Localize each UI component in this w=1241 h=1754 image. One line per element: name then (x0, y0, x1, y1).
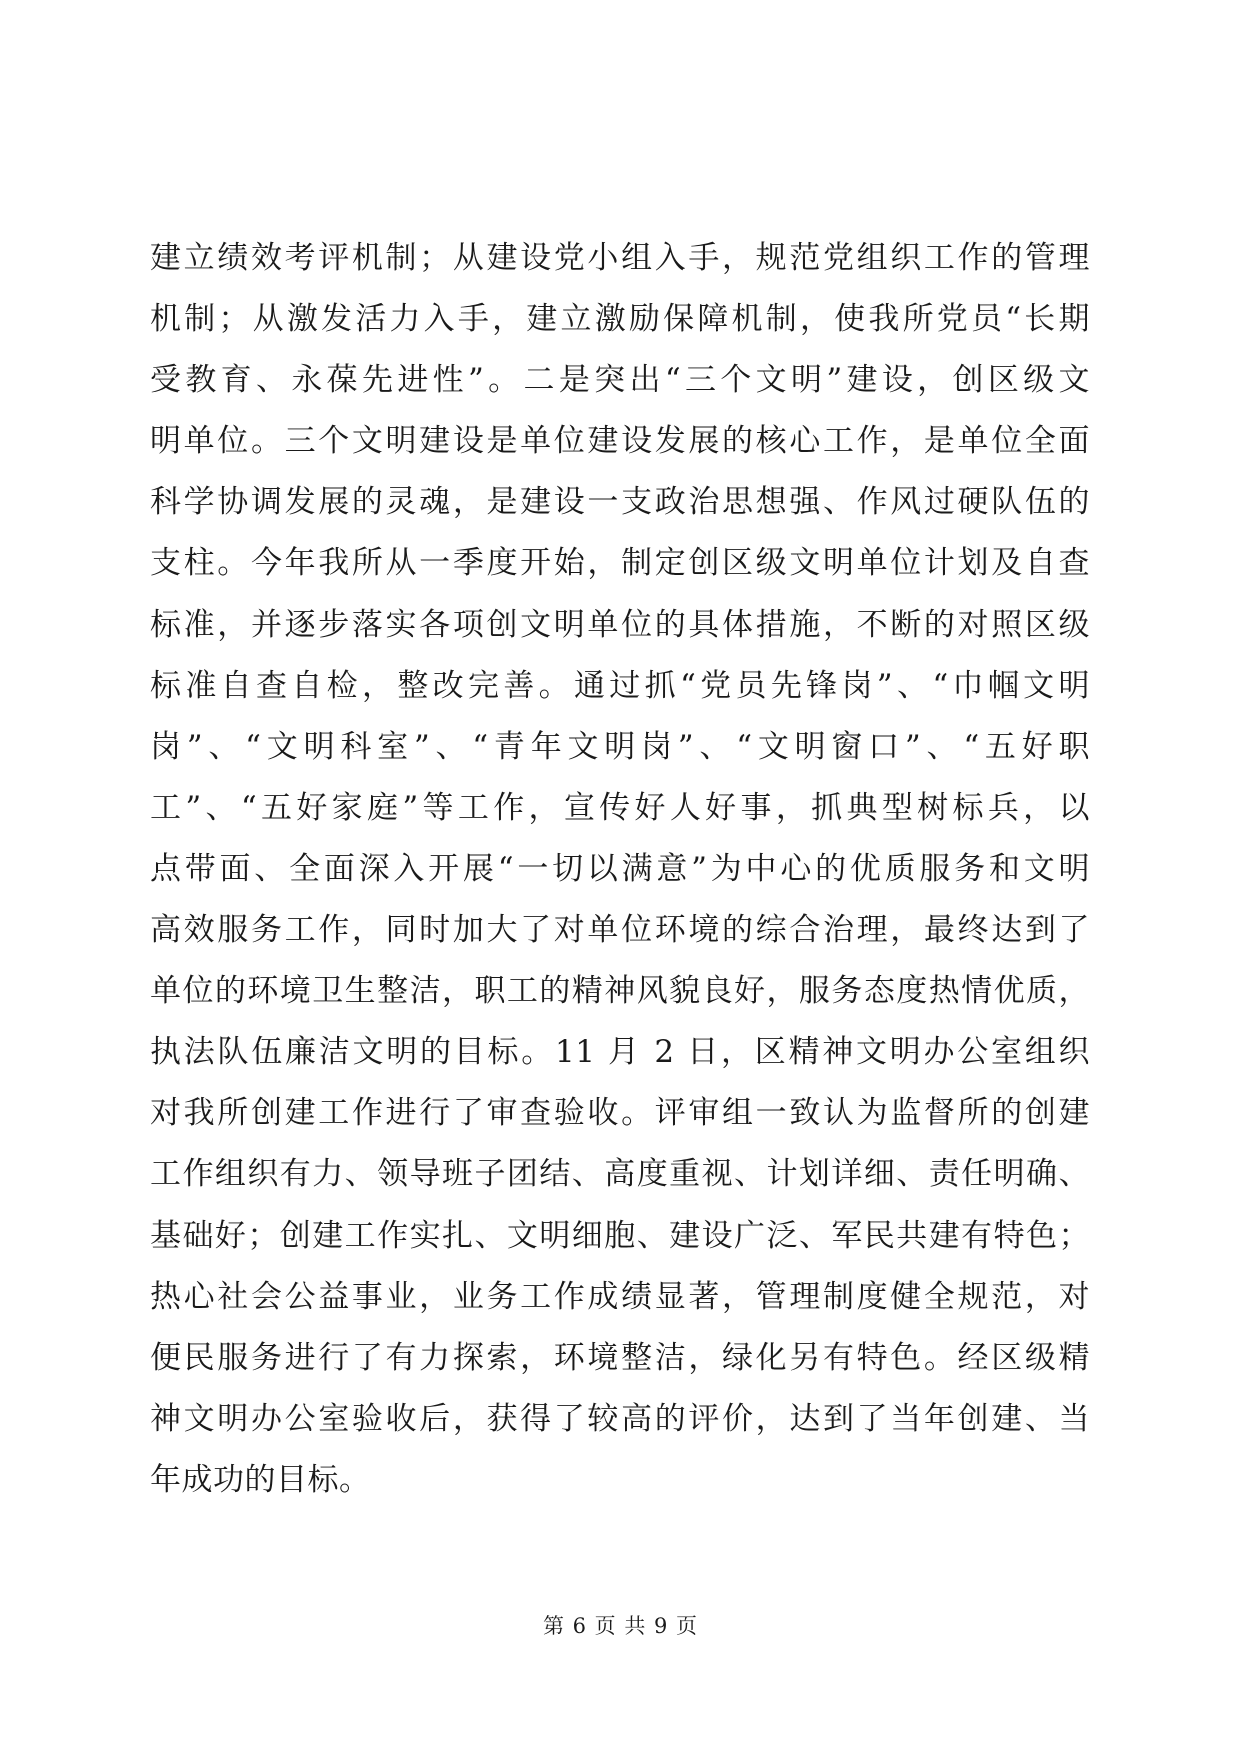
body-text (150, 228, 1090, 1511)
text-line: 工”、“五好家庭”等工作，宣传好人好事，抓典型树标兵，以 (150, 789, 1090, 826)
text-line: 热心社会公益事业，业务工作成绩显著，管理制度健全规范，对 (150, 1278, 1090, 1315)
text-line: 基础好；创建工作实扎、文明细胞、建设广泛、军民共建有特色； (150, 1217, 1090, 1254)
text-line: 标准，并逐步落实各项创文明单位的具体措施，不断的对照区级 (150, 606, 1090, 643)
text-line: 建立绩效考评机制；从建设党小组入手，规范党组织工作的管理 (150, 240, 1090, 276)
text-line: 单位的环境卫生整洁，职工的精神风貌良好，服务态度热情优质， (150, 973, 1090, 1010)
text-line: 岗”、“文明科室”、“青年文明岗”、“文明窗口”、“五好职 (150, 728, 1090, 765)
text-line: 科学协调发展的灵魂，是建设一支政治思想强、作风过硬队伍的 (150, 484, 1090, 521)
text-line: 执法队伍廉洁文明的目标。11 月 2 日，区精神文明办公室组织 (150, 1034, 1090, 1071)
text-line: 机制；从激发活力入手，建立激励保障机制，使我所党员“长期 (150, 301, 1090, 338)
text-line: 支柱。今年我所从一季度开始，制定创区级文明单位计划及自查 (150, 545, 1090, 582)
text-line: 高效服务工作，同时加大了对单位环境的综合治理，最终达到了 (150, 912, 1090, 949)
text-line: 点带面、全面深入开展“一切以满意”为中心的优质服务和文明 (150, 850, 1090, 887)
text-line: 年成功的目标。 (150, 1461, 371, 1498)
text-line: 标准自查自检，整改完善。通过抓“党员先锋岗”、“巾帼文明 (150, 667, 1090, 704)
page-number-footer: 第 6 页 共 9 页 (542, 1614, 699, 1638)
text-line: 便民服务进行了有力探索，环境整洁，绿化另有特色。经区级精 (150, 1339, 1090, 1376)
text-line: 受教育、永葆先进性”。二是突出“三个文明”建设，创区级文 (150, 362, 1090, 399)
text-line: 对我所创建工作进行了审查验收。评审组一致认为监督所的创建 (150, 1095, 1090, 1132)
text-line: 神文明办公室验收后，获得了较高的评价，达到了当年创建、当 (150, 1400, 1090, 1437)
text-line: 工作组织有力、领导班子团结、高度重视、计划详细、责任明确、 (150, 1156, 1090, 1193)
text-line: 明单位。三个文明建设是单位建设发展的核心工作，是单位全面 (150, 423, 1090, 460)
